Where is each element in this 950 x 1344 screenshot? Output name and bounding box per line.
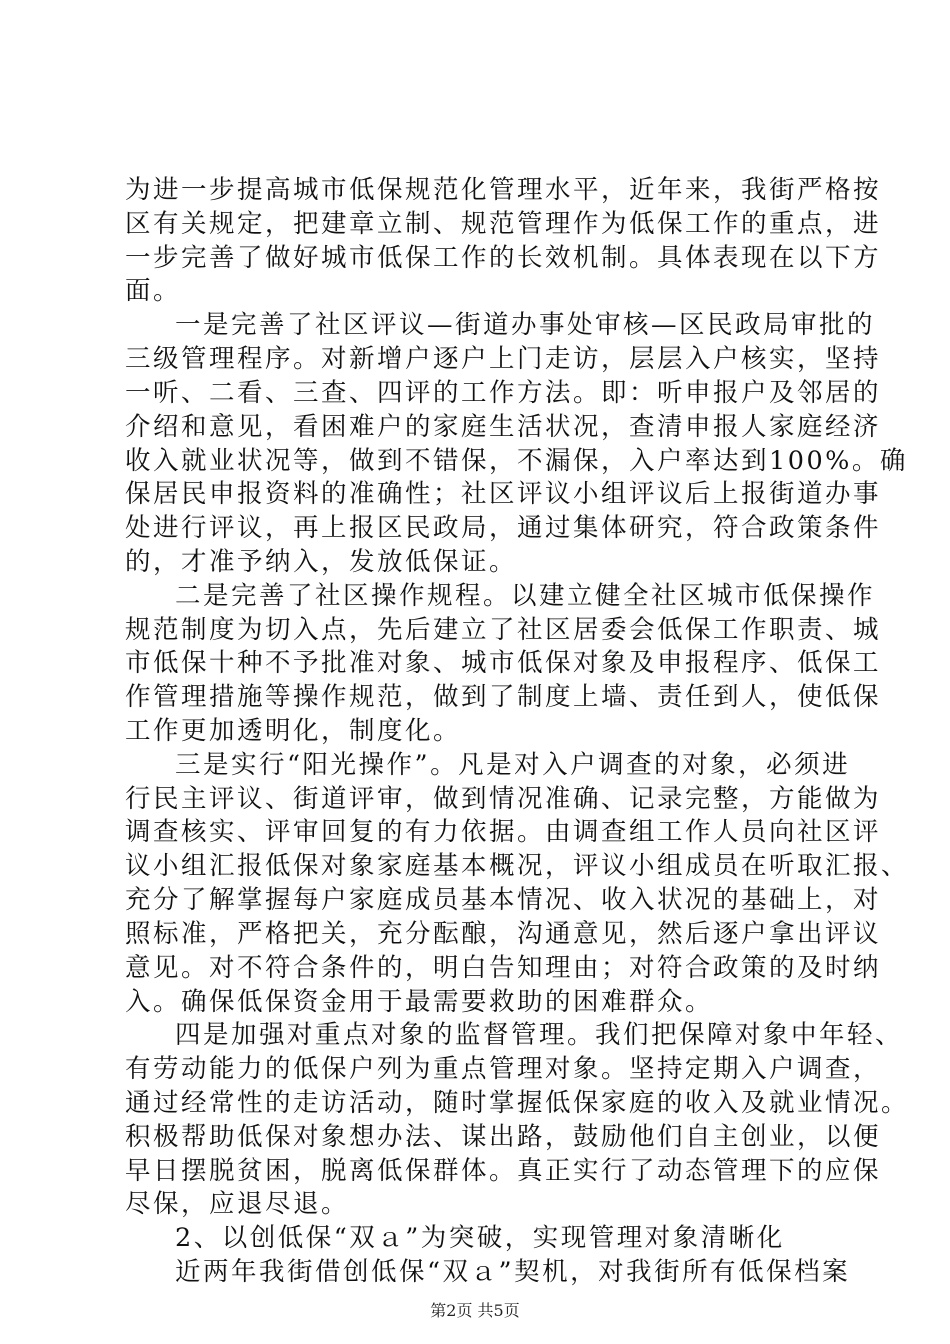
paragraph-line: 近两年我街借创低保“双ａ”契机，对我街所有低保档案 bbox=[175, 1257, 851, 1287]
paragraph-line: 一是完善了社区评议—街道办事处审核—区民政局审批的 bbox=[175, 310, 876, 340]
paragraph-line: 三级管理程序。对新增户逐户上门走访，层层入户核实，坚持 bbox=[125, 344, 882, 374]
paragraph-line: 三是实行“阳光操作”。凡是对入户调查的对象，必须进 bbox=[175, 750, 851, 780]
paragraph-line: 一步完善了做好城市低保工作的长效机制。具体表现在以下方 bbox=[125, 243, 882, 273]
paragraph-line: 二是完善了社区操作规程。以建立健全社区城市低保操作 bbox=[175, 581, 876, 611]
paragraph-line: 一听、二看、三查、四评的工作方法。即：听申报户及邻居的 bbox=[125, 378, 882, 408]
paragraph-line: 行民主评议、街道评审，做到情况准确、记录完整，方能做为 bbox=[125, 784, 882, 814]
paragraph-line: 区有关规定，把建章立制、规范管理作为低保工作的重点，进 bbox=[125, 209, 882, 239]
paragraph-line: 面。 bbox=[125, 276, 182, 306]
paragraph-line: 照标准，严格把关，充分酝酿，沟通意见，然后逐户拿出评议 bbox=[125, 919, 882, 949]
paragraph-line: 入。确保低保资金用于最需要救助的困难群众。 bbox=[125, 987, 714, 1017]
paragraph-line: 议小组汇报低保对象家庭基本概况，评议小组成员在听取汇报、 bbox=[125, 851, 910, 881]
page-number-footer: 第2页 共5页 bbox=[430, 1301, 520, 1320]
paragraph-line: 有劳动能力的低保户列为重点管理对象。坚持定期入户调查， bbox=[125, 1054, 882, 1084]
paragraph-line: 保居民申报资料的准确性；社区评议小组评议后上报街道办事 bbox=[125, 479, 882, 509]
paragraph-line: 尽保，应退尽退。 bbox=[125, 1189, 350, 1219]
paragraph-line: 工作更加透明化，制度化。 bbox=[125, 716, 462, 746]
paragraph-line: 处进行评议，再上报区民政局，通过集体研究，符合政策条件 bbox=[125, 513, 882, 543]
paragraph-line: 充分了解掌握每户家庭成员基本情况、收入状况的基础上，对 bbox=[125, 885, 882, 915]
paragraph-line: 意见。对不符合条件的，明白告知理由；对符合政策的及时纳 bbox=[125, 953, 882, 983]
paragraph-line: 收入就业状况等，做到不错保，不漏保，入户率达到100%。确 bbox=[125, 446, 908, 476]
section-heading: 2、以创低保“双ａ”为突破，实现管理对象清晰化 bbox=[175, 1223, 785, 1253]
paragraph-line: 作管理措施等操作规范，做到了制度上墙、责任到人，使低保 bbox=[125, 682, 882, 712]
paragraph-line: 积极帮助低保对象想办法、谋出路，鼓励他们自主创业，以便 bbox=[125, 1122, 882, 1152]
paragraph-line: 早日摆脱贫困，脱离低保群体。真正实行了动态管理下的应保 bbox=[125, 1156, 882, 1186]
paragraph-line: 介绍和意见，看困难户的家庭生活状况，查清申报人家庭经济 bbox=[125, 412, 882, 442]
paragraph-line: 市低保十种不予批准对象、城市低保对象及申报程序、低保工 bbox=[125, 648, 882, 678]
paragraph-line: 四是加强对重点对象的监督管理。我们把保障对象中年轻、 bbox=[175, 1020, 904, 1050]
paragraph-line: 规范制度为切入点，先后建立了社区居委会低保工作职责、城 bbox=[125, 615, 882, 645]
paragraph-line: 的，才准予纳入，发放低保证。 bbox=[125, 547, 518, 577]
paragraph-line: 为进一步提高城市低保规范化管理水平，近年来，我街严格按 bbox=[125, 175, 882, 205]
paragraph-line: 通过经常性的走访活动，随时掌握低保家庭的收入及就业情况。 bbox=[125, 1088, 910, 1118]
paragraph-line: 调查核实、评审回复的有力依据。由调查组工作人员向社区评 bbox=[125, 817, 882, 847]
